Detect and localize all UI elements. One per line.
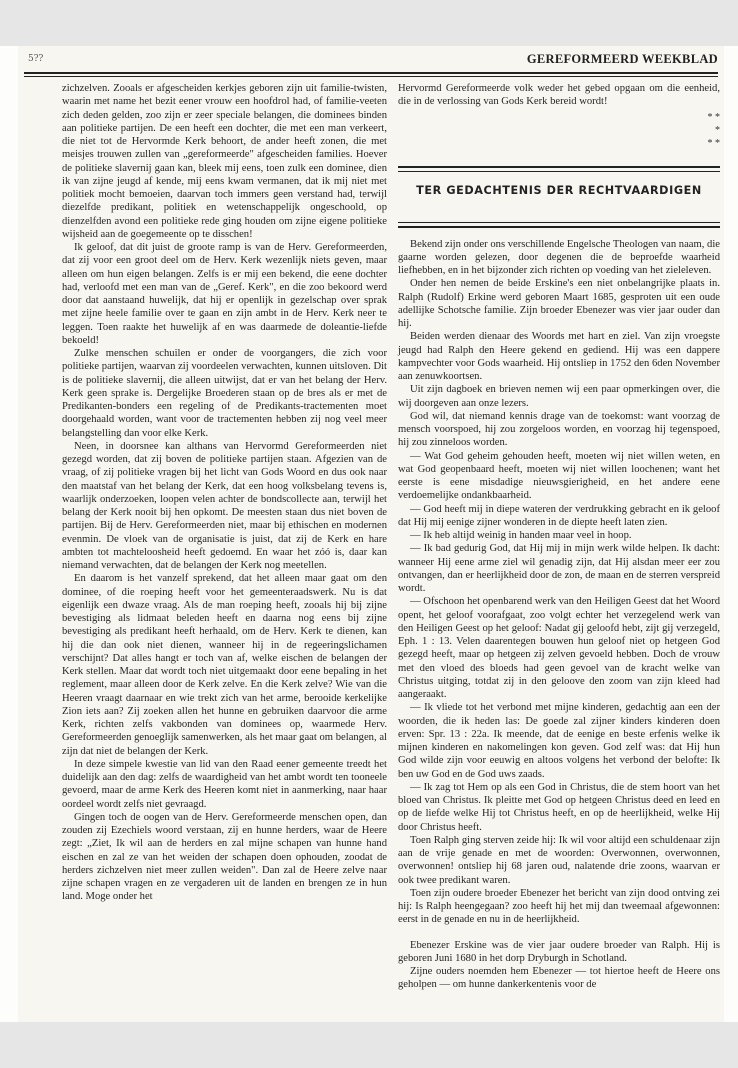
right-paragraph: — Ik heb altijd weinig in handen maar veel in hoop. [410,530,632,541]
right-paragraph: — God heeft mij in diepe wateren der verdrukking gebracht en ik geloof dat Hij mij eenige zijner wonderen in de diepte heeft laten zien. [398,503,720,528]
right-paragraph: Ebenezer Erskine was de vier jaar oudere broeder van Ralph. Hij is geboren Juni 1680 in het dorp Dryburgh in Schotland. [398,939,720,964]
right-paragraph: — Ik bad gedurig God, dat Hij mij in mijn werk wilde helpen. Ik dacht: wanneer Hij eene arme ziel wil genadig zijn, dat Hij alsdan meer eer zou ontvangen, dan er heerlijkheid door de zon, de maan en de sterren verspreid wordt. [398,543,720,594]
right-paragraph: Toen Ralph ging sterven zeide hij: Ik wil voor altijd een schuldenaar zijn aan de vrije genade en met de woorden: Overwonnen, overwonnen, overwonnen! ontsliep hij 68 jaren oud, nalatende drie zoons, waarvan er ook twee predikant waren. [398,834,720,886]
left-paragraph: Ik geloof, dat dit juist de groote ramp is van de Herv. Gereformeerden, dat zij voor een groot deel om de Herv. Kerk wezenlijk niets geven, maar alleen om hun eigen belangen. Zelfs is er mij een bekend, die eene dochter had, verloofd met een man van de „Geref. Kerk", en die zoo bekoord werd door dat aanstaand huwelijk, dat hij er openlijk in gezelschap over sprak met zijne heele familie over te gaan en zijn ambt in de Herv. Kerk neer te leggen. Toen raakte het huwelijk af en was daarmede de doleantie-liefde bekoeld! [62,242,387,346]
ornament-line: * [715,124,720,136]
left-paragraph: zichzelven. Zooals er afgescheiden kerkjes geboren zijn uit familie-twisten, waarin met name het bezit eener vrouw een hoofdrol had, of familie-veeten zich deden gelden, zoo zijn er zeer speciale belangen, die dominees binden aan politieke partijen. De een heeft een dochter, die met een man verkeert, die niet tot de Hervormde Kerk behoort, de ander heeft zonen, die met meisjes trouwen zullen van „gereformeerde" afgescheiden families. Hoever de politieke slavernij gaan kan, bleek mij eens, toen zulk een dominee, dien ik van zijne jeugd af kende, mij eens kwam vermanen, dat ik mij niet met politiek mocht bemoeien, daarvan toch immers geen verstand had, terwijl diezelfde predikant, politiek en wetenschappelijk ongeschoold, op dienzelfden avond een politieke rede ging houden om zijne eigene politieke wijsheid aan de goegemeente op te disschen! [62,83,387,240]
ornament-line: * * [707,111,720,123]
magazine-title: GEREFORMEERD WEEKBLAD [526,52,718,66]
ornament-line: * * [707,137,720,149]
right-paragraph: — Ik vliede tot het verbond met mijne kinderen, gedachtig aan een der woorden, die ik heden las: De goede zal zijner kinders kinderen doen erven: Spr. 13 : 22a. Ik meende, dat de eenige en beste erfenis welke ik mijnen kinderen en nakomelingen kon geven. God zelf was: dat Hij hun God wilde zijn voor eeuwig en altoos volgens het verbond der belofte: Ik ben uw God en de God uws zaads. [398,702,720,780]
page-number: 5?? [28,54,44,64]
paragraph-gap [398,927,720,939]
page-header [24,52,718,70]
section-title: TER GEDACHTENIS DER RECHTVAARDIGEN [416,183,702,197]
right-paragraph: Toen zijn oudere broeder Ebenezer het bericht van zijn dood ontving zei hij: Is Ralph heengegaan? zoo heeft hij het mij dan tweemaal afgewonnen: eerst in de genade en nu in de heerlijkheid. [398,887,720,926]
left-paragraph: In deze simpele kwestie van lid van den Raad eener gemeente treedt het duidelijk aan den dag: zelfs de waardigheid van het ambt wordt ten tooneele gevoerd, maar de arme Kerk des Heeren komt niet in aanmerking, naar haar oordeel wordt zelfs niet gevraagd. [62,758,387,810]
right-paragraph: Uit zijn dagboek en brieven nemen wij een paar opmerkingen over, die wij doorgeven aan onze lezers. [398,384,720,409]
ornament-asterisks [398,111,720,150]
header-rule-thin [24,76,718,77]
right-paragraph: — Ofschoon het openbarend werk van den Heiligen Geest dat het Woord opent, het geloof voorafgaat, zoo volgt echter het verzegelend werk van den Heiligen Geest op het geloof: Nadat gij geloofd hebt, zijt gij verzegeld, Eph. 1 : 13. Velen daarentegen bouwen hun geloof niet op hetgeen God gezegd heeft, maar op hetgeen zij zelven gevoeld hebben. Doch de vrouw met den vloed des bloeds had geen gevoel van de kracht welke van Christus uitging, totdat zij in den geloove den zoom van zijn kleed had aangeraakt. [398,596,720,700]
section-rule-top-thin [398,171,720,172]
right-paragraph: — Ik zag tot Hem op als een God in Christus, die de stem hoort van het bloed van Christus. Ik pleitte met God op hetgeen Christus deed en leed en op de liefde welke Hij tot Christus heeft, en op de heerlijkheid, welke Hij door Christus heeft. [398,781,720,833]
right-paragraph: — Wat God geheim gehouden heeft, moeten wij niet willen weten, en wat God geopenbaard heeft, moeten wij niet willen loochenen; want het eerste is eene misdadige nieuwsgierigheid, en het andere eene verdoemelijke ondankbaarheid. [398,450,720,502]
section-heading-block [398,162,720,230]
right-paragraph: Onder hen nemen de beide Erskine's een niet onbelangrijke plaats in. Ralph (Rudolf) Erkine werd geboren Maart 1685, gesproten uit een oude adellijke Schotsche familie. Zijn broeder Ebenezer was vier jaar ouder dan hij. [398,278,720,329]
top-margin-band [0,0,738,46]
right-paragraph: Zijne ouders noemden hem Ebenezer — tot hiertoe heeft de Heere ons geholpen — om hunne dankerkentenis voor de [398,966,720,991]
left-paragraph: Gingen toch de oogen van de Herv. Gereformeerde menschen open, dan zouden zij Ezechiels woord verstaan, zij en hunne herders, waar de Heere zegt: „Ziet, Ik wil aan de herders en zal mijne schapen van hunne hand eischen en zal ze van het weiden der schapen doen ophouden, zoodat de herders zichzelven niet meer zullen weiden". Dan zal de Heere zelve naar zijne schapen vragen en ze vergaderen uit de landen en brengen ze in hun land. Moge onder het [62,811,387,903]
continuation-paragraph: Hervormd Gereformeerde volk weder het gebed opgaan om die eenheid, die in de verlossing van Gods Kerk bereid wordt! [398,83,720,108]
header-rule-thick [24,72,718,74]
left-paragraph: Neen, in doorsnee kan althans van Hervormd Gereformeerden niet gezegd worden, dat zij boven de politieke partijen staan. Afgezien van de vraag, of zij politieke vragen bij het licht van Gods Woord en dus ook naar den maatstaf van het belang der Kerk, dat een hoog volksbelang tevens is, waarlijk onderzoeken, loopen velen achter de bondscollecte aan, terwijl het belang der Kerk nooit bij hen opkomt. De meesten staan dus niet boven de partijen. Bij de Herv. Gereformeerden niet, maar bij ethischen en modernen evenmin. De vloek van de organisatie is juist, dat zij de Kerk en hare ambten tot machteloosheid heeft gedoemd. En waar het zóó is, daar kan niemand verwachten, dat de belangen der Kerk nog meetellen. [62,440,387,571]
left-paragraph: En daarom is het vanzelf sprekend, dat het alleen maar gaat om den dominee, of die roeping heeft voor het gemeenteraadswerk. Nu is dat eigenlijk een dwaze vraag. Als de man roeping heeft, zooals hij bij zijne bevestiging als lidmaat beleden heeft en daarna nog eens bij zijne bevestiging als predikant heeft herhaald, om de Herv. Kerk te dienen, kan hij die dan ook niet dienen, wanneer hij in de regeeringslichamen verschijnt? Dat alles hangt er toch van af, welke eischen de belangen der Kerk stellen. Maar dat wordt toch niet uitgemaakt door eene bepaling in het reglement, maar alleen door de Kerk zelve. En die Kerk zelve? Wie van die Heeren vraagt daarnaar en wie trekt zich van het arme, berooide kerkelijke Zion iets aan? Zij zoeken allen het hunne en gebruiken daarvoor die arme Kerk, richten zelfs vakbonden van dominees op, waarmede Herv. Gereformeerden genoeglijk samenwerken, als het maar gaat om belangen, al zijn dat niet de belangen der Kerk. [62,573,387,757]
section-rule-top-thick [398,166,720,168]
section-rule-bottom-thin [398,222,720,223]
left-paragraph: Zulke menschen schuilen er onder de voorgangers, die zich voor politieke partijen, waarvan zij voordeelen verwachten, kunnen uitsloven. Dit is de politieke slavernij, die alleen uitwijst, dat er van het belang der Herv. Kerk geen sprake is. Dergelijke Broederen staan op de bres als er met de Predikanten-bonders een regeling of de Predikants-tractementen moet doorgehaald worden, want voor de tractementen hebben zij nog veel meer belangstelling dan voor elke Kerk. [62,348,387,439]
left-column [62,82,387,1022]
right-paragraph: God wil, dat niemand kennis drage van de toekomst: want voorzag de mensch voorspoed, hij zou zorgeloos worden, en voorzag hij tegenspoed, hij zou zinneloos worden. [398,410,720,449]
right-column [398,82,720,1022]
right-paragraph: Beiden werden dienaar des Woords met hart en ziel. Van zijn vroegste jeugd had Ralph den Heere gekend en gediend. Hij was een dappere kampvechter voor Gods waarheid. Hij ontsliep in 1752 den 6den November aan zenuwkoortsen. [398,331,720,382]
right-paragraph: Bekend zijn onder ons verschillende Engelsche Theologen van naam, die gaarne worden gelezen, door degenen die de beproefde waarheid liefhebben, en in het bijzonder zich richten op voeding van het zieleleven. [398,238,720,276]
bottom-margin-band [0,1022,738,1068]
section-rule-bottom-thick [398,226,720,228]
